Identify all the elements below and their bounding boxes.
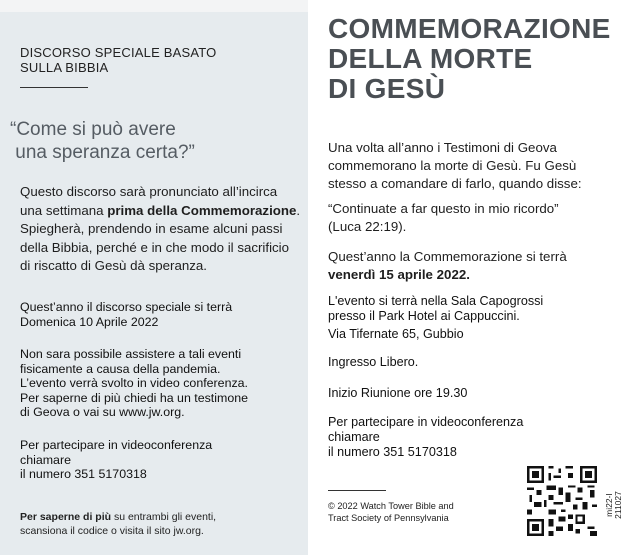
pandemic-line-5: di Geova o vai su www.jw.org. bbox=[20, 405, 185, 420]
memorial-citation bbox=[328, 200, 618, 236]
talk-quote-line-1: “Come si può avere bbox=[10, 119, 176, 140]
copyright-line-1: © 2022 Watch Tower Bible and bbox=[328, 501, 454, 511]
left-video-info bbox=[20, 438, 305, 482]
talk-title-line-2: SULLA BIBBIA bbox=[20, 60, 109, 75]
title-divider bbox=[20, 87, 88, 88]
memorial-start-text: Inizio Riunione ore 19.30 bbox=[328, 386, 468, 400]
talk-title-line-1: DISCORSO SPECIALE BASATO bbox=[20, 45, 217, 60]
right-video-line-2: chiamare bbox=[328, 430, 380, 444]
memorial-title-line-2: DELLA MORTE bbox=[328, 43, 533, 74]
copyright bbox=[328, 500, 508, 524]
talk-quote bbox=[10, 118, 300, 164]
footer-rest-1: su entrambi gli eventi, bbox=[111, 511, 217, 523]
talk-date-line-2: Domenica 10 Aprile 2022 bbox=[20, 314, 159, 329]
memorial-citation-line-1: “Continuate a far questo in mio ricordo” bbox=[328, 201, 559, 216]
memorial-intro-line-2: commemorano la morte di Gesù. Fu Gesù bbox=[328, 158, 577, 173]
pandemic-line-4: Per saperne di più chiedi ha un testimone bbox=[20, 390, 248, 405]
left-video-line-1: Per partecipare in videoconferenza bbox=[20, 438, 213, 452]
pandemic-line-3: L’evento verrà svolto in video conferenza. bbox=[20, 376, 248, 391]
memorial-title bbox=[328, 14, 623, 104]
memorial-title-line-1: COMMEMORAZIONE bbox=[328, 13, 611, 44]
memorial-start bbox=[328, 386, 618, 401]
pandemic-notice bbox=[20, 347, 305, 420]
talk-date-line-1: Quest’anno il discorso speciale si terrà bbox=[20, 300, 233, 314]
talk-title bbox=[20, 45, 290, 75]
publication-code-line-2: 211027 bbox=[613, 491, 623, 519]
pandemic-line-1: Non sara possibile assistere a tali eventi bbox=[20, 347, 242, 361]
talk-quote-line-2: una speranza certa?” bbox=[10, 142, 195, 163]
memorial-location-line-2: presso il Park Hotel ai Cappuccini. bbox=[328, 309, 520, 323]
right-video-line-1: Per partecipare in videoconferenza bbox=[328, 415, 524, 429]
talk-description-part-2: . Spiegherà, prendendo in esame alcuni passi della Bibbia, perché e in che modo il sacrificio di riscatto di Gesù dà speranza. bbox=[20, 202, 301, 273]
talk-description bbox=[20, 183, 302, 276]
left-footer bbox=[20, 510, 305, 538]
footer-rest-2: scansiona il codice o visita il sito jw.org. bbox=[20, 525, 204, 537]
top-strip bbox=[0, 0, 308, 12]
publication-code bbox=[606, 470, 622, 540]
memorial-citation-line-2: (Luca 22:19). bbox=[328, 219, 407, 234]
memorial-location-line-1: L'evento si terrà nella Sala Capogrossi bbox=[328, 294, 544, 308]
memorial-date-block bbox=[328, 248, 618, 284]
pandemic-line-2: fisicamente a causa della pandemia. bbox=[20, 361, 221, 376]
memorial-address-text: Via Tifernate 65, Gubbio bbox=[328, 327, 464, 341]
talk-description-bold: prima della Commemorazione bbox=[107, 202, 297, 218]
copyright-line-2: Tract Society of Pennsylvania bbox=[328, 513, 449, 523]
memorial-intro bbox=[328, 139, 618, 193]
right-video-line-3: il numero 351 5170318 bbox=[328, 445, 457, 459]
left-video-line-3: il numero 351 5170318 bbox=[20, 467, 147, 482]
left-video-line-2: chiamare bbox=[20, 452, 71, 467]
memorial-this-year: Quest’anno la Commemorazione si terrà bbox=[328, 249, 567, 264]
publication-code-line-1: mi22-I bbox=[604, 493, 614, 517]
memorial-title-line-3: DI GESÙ bbox=[328, 73, 446, 104]
memorial-entry-text: Ingresso Libero. bbox=[328, 355, 419, 369]
talk-description-part-1: Questo discorso sarà pronunciato all’incirca una settimana bbox=[20, 184, 278, 218]
qr-code-icon bbox=[527, 466, 597, 536]
memorial-address bbox=[328, 327, 618, 342]
right-video-info bbox=[328, 415, 618, 460]
footer-bold: Per saperne di più bbox=[20, 511, 112, 523]
memorial-date: venerdì 15 aprile 2022. bbox=[328, 267, 470, 282]
memorial-entry bbox=[328, 355, 618, 370]
memorial-intro-line-1: Una volta all’anno i Testimoni di Geova bbox=[328, 140, 557, 155]
copyright-divider bbox=[328, 490, 386, 491]
memorial-intro-line-3: stesso a comandare di farlo, quando disse: bbox=[328, 176, 582, 191]
talk-date bbox=[20, 300, 305, 329]
memorial-location bbox=[328, 294, 618, 324]
